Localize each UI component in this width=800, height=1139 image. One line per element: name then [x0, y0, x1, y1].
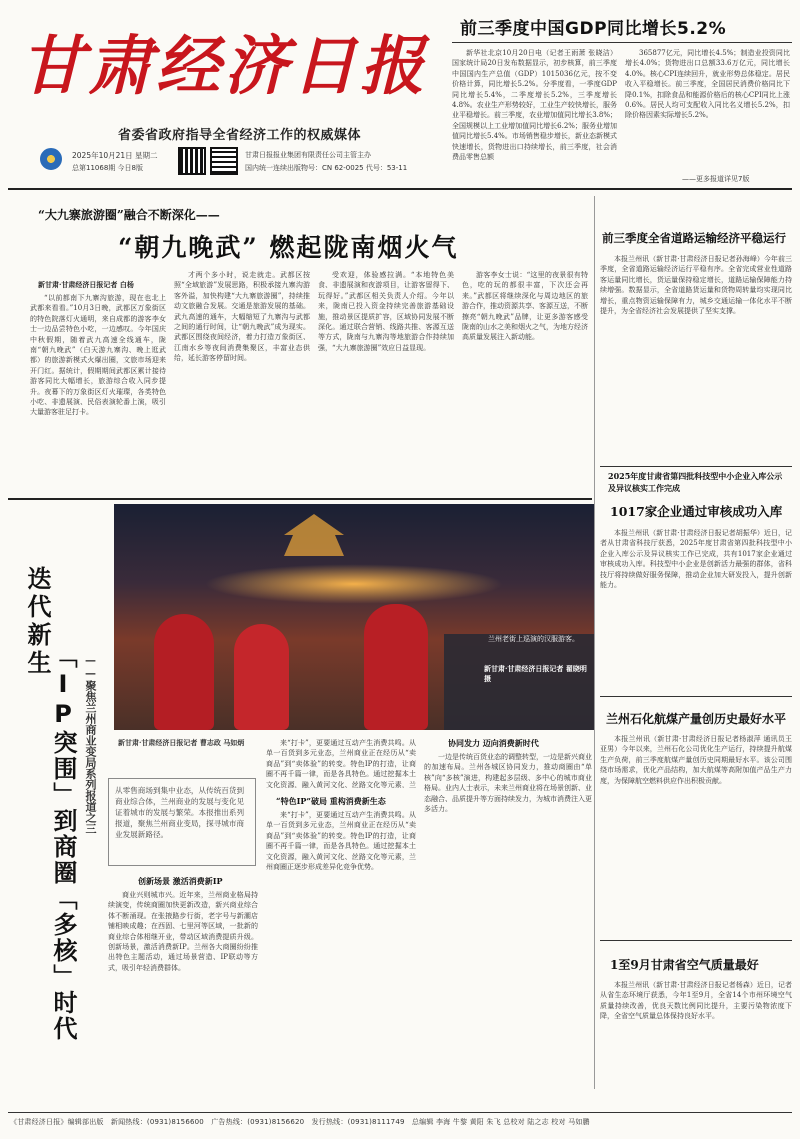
footer-rule	[8, 1112, 792, 1113]
lead-col1: 新华社北京10月20日电（记者王雨萧 张晓洁）国家统计局20日发布数据显示，初步核算，前三季度中国国内生产总值（GDP）1015036亿元，按不变价格计算，同比增长5.2%。分季度看，一季度GDP同比增长5.4%，二季度增长5.2%，三季度增长4.8%。农业生产形势较好，工业生产较快增长，服务业平稳增长。前三季度，农业增加值同比增长3.8%；全国规模以上工业增加值同比增长6.2%；服务业增加值同比增长5.4%。市场销售稳步增长，新业态新模式快速增长，货物进出口持续增长，前三季度，社会消费品零售总额	[452, 49, 617, 162]
photo-caption: 兰州老街上巡演的汉服游客。	[488, 635, 579, 643]
article-2-title: 1017家企业通过审核成功入库	[610, 504, 783, 519]
distribution-hotline: 发行热线：(0931)8111749	[311, 1118, 405, 1126]
masthead	[0, 0, 440, 185]
footer-publisher: 《甘肃经济日报》编辑部出版	[10, 1118, 104, 1126]
article-3-title: 兰州石化航煤产量创历史最好水平	[606, 712, 787, 726]
issue-line: 总第11068期 今日8版	[72, 164, 143, 172]
feature-headline: “朝九晚武” 燃起陇南烟火气	[118, 233, 459, 262]
sub-heading-2: “特色IP”破局 重构消费新生态	[276, 796, 386, 806]
series-byline: 新甘肃·甘肃经济日报记者 曹志政 马如炳	[118, 738, 245, 747]
divider	[600, 696, 792, 697]
publisher: 甘肃日报报业集团有限责任公司主管主办	[245, 151, 371, 159]
masthead-rule	[8, 188, 792, 190]
lantern-glow	[204, 564, 504, 604]
article-2-body: 本报兰州讯（新甘肃·甘肃经济日报记者胡振华）近日，记者从甘肃省科技厅获悉，2025年度甘肃省第四批科技型中小企业入库公示及异议核实工作已完成，共有1017家企业通过审核成功入库。科技型中小企业是创新活力最强的群体，省科技厅将持续做好服务保障，推动企业加大研发投入，提升创新能力。	[600, 529, 792, 590]
feature-kicker: “大九寨旅游圈”融合不断深化——	[38, 208, 220, 222]
feature-col4: 游客李女士说：“这里的夜景很有特色，吃的玩的都很丰富，下次还会再来。”武都区将继续深化与周边地区的旅游合作，推动资源共享、客源互送，不断擦亮“朝九晚武”品牌，让更多游客感受陇南的山水之美和烟火之气，为地方经济高质量发展注入新动能。	[462, 271, 588, 342]
series-col2-top: 来“打卡”，更要通过互动产生消费共鸣。从单一百货到多元业态，兰州商业正在经历从“卖商品”到“卖体验”的转变。特色IP的打造，让商圈不再千篇一律，而是各具特色。通过挖掘本土文化资源，融入黄河文化、丝路文化等元素，兰	[266, 739, 416, 788]
right-column	[600, 196, 792, 1089]
logo-emblem-icon	[40, 148, 62, 170]
feature-col1: “以前都南下九寨沟旅游，现在也北上武都来看看。”10月3日晚，武都区万象街区的特色院落灯火通明，来自成都的游客李女士一边品尝特色小吃，一边感叹。今年国庆中秋假期，随着武九高速全线通车，陇南“朝九晚武”（白天游九寨沟、晚上逛武都）的旅游新模式火爆出圈，文旅市场迎来开门红。据统计，假期期间武都区累计接待游客同比大幅增长，旅游综合收入同步提升。夜幕下的万象街区灯火璀璨，各类特色小吃、非遗展演、民俗表演轮番上演，吸引大量游客驻足打卡。	[30, 294, 166, 417]
series-col1: 商业兴则城市兴。近年来，兰州商业格局持续演变，传统商圈加快更新改造，新兴商业综合体不断涌现。在张掖路步行街，老字号与新潮店铺相映成趣；在西固、七里河等区域，一批新的商业综合体相继开业，带动区域消费提质升级。创新场景，激活消费新IP。兰州各大商圈纷纷推出特色主题活动，通过场景营造、IP联动等方式，吸引年轻消费群体。	[108, 891, 258, 972]
date-line: 2025年10月21日 星期二	[72, 151, 158, 160]
performer-figure	[154, 614, 214, 730]
news-hotline: 新闻热线：(0931)8156600	[110, 1118, 204, 1126]
article-3-body: 本报兰州讯（新甘肃·甘肃经济日报记者杨淑萍 通讯员王亚男）今年以来，兰州石化公司优化生产运行，持续提升航煤生产负荷，前三季度航煤产量创历史同期最好水平。该公司围绕市场需求，优化产品结构，加大航煤等高附加值产品生产力度，为保障航空燃料供应作出积极贡献。	[600, 735, 792, 785]
series-subtitle: ——聚焦兰州商业变局系列报道之三	[84, 654, 97, 834]
editor-note: 从零售商场到集中业态，从传统百货到商业综合体，兰州商业的发展与变化见证着城市的发展与繁荣。本报推出系列报道，聚焦兰州商业变局，探寻城市商业发展新路径。	[108, 778, 256, 866]
more-reports-link[interactable]: ——更多报道详见7版	[682, 175, 750, 183]
series-title-a: 迭代新生	[23, 566, 51, 678]
series-col2: 来“打卡”，更要通过互动产生消费共鸣。从单一百货到多元业态，兰州商业正在经历从“卖商品”到“卖体验”的转变。特色IP的打造，让商圈不再千篇一律，而是各具特色。通过挖掘本土文化资源，融入黄河文化、丝路文化等元素，兰州商圈正逐步形成差异化竞争优势。	[266, 811, 416, 872]
lead-news	[452, 14, 792, 189]
feature-article	[8, 196, 588, 496]
qr-code-icon-2	[210, 147, 238, 175]
footer	[10, 1117, 790, 1131]
article-1-title: 前三季度全省道路运输经济平稳运行	[602, 231, 786, 245]
feature-byline: 新甘肃·甘肃经济日报记者 白杨	[38, 280, 134, 289]
section-rule	[8, 498, 592, 500]
performer-figure	[234, 624, 289, 730]
divider	[452, 42, 792, 43]
photo-credit: 新甘肃·甘肃经济日报记者 翟晓明 摄	[484, 664, 587, 683]
feature-col2: 才两个多小时，说走就走。武都区按照“全域旅游”发展思路，积极承接九寨沟游客外溢，加快构建“大九寨旅游圈”，持续推动文旅融合发展。交通是旅游发展的基础。武九高速的通车，大幅缩短了九寨沟与武都之间的通行时间，让“朝九晚武”成为现实。武都区围绕夜间经济，着力打造万象街区、江南水乡等夜间消费集聚区，丰富业态供给，延长游客停留时间。	[174, 271, 310, 363]
arrow-icon: ——	[682, 175, 696, 183]
series-article	[8, 504, 592, 1089]
series-col3: 一边是传统百货业态的调整转型，一边是新兴商业的加速布局。兰州各城区协同发力，推动商圈由“单核”向“多核”演进，构建起多层级、多中心的城市商业格局。业内人士表示，未来兰州商业将在场景创新、业态融合、品质提升等方面持续发力，为城市消费注入更多活力。	[424, 753, 592, 814]
masthead-title: 甘肃经济日报	[20, 29, 428, 104]
divider	[600, 940, 792, 941]
feature-col3: 受欢迎，体验感拉满。“本地特色美食、非遗展演和夜游项目，让游客留得下、玩得好。”武都区相关负责人介绍。今年以来，陇南已投入资金持续完善旅游基础设施，推动景区提质扩容，区域协同发展不断深化。通过联合营销、线路共推、客源互送等方式，陇南与九寨沟等地旅游合作持续加强，“大九寨旅游圈”效应日益显现。	[318, 271, 454, 352]
street-photo	[114, 504, 594, 730]
article-4-body: 本报兰州讯（新甘肃·甘肃经济日报记者杨森）近日，记者从省生态环境厅获悉，今年1至9月，全省14个市州环境空气质量持续改善，优良天数比例同比提升，主要污染物浓度下降，全省空气质量总体保持良好水平。	[600, 981, 792, 1021]
divider	[600, 466, 792, 467]
sub-heading-3: 协同发力 迈向消费新时代	[448, 738, 539, 748]
column-divider	[594, 196, 595, 1089]
slogan: 省委省政府指导全省经济工作的权威媒体	[118, 128, 362, 143]
sub-heading-1: 创新场景 激活消费新IP	[138, 876, 223, 886]
article-1-body: 本报兰州讯（新甘肃·甘肃经济日报记者孙海峰）今年前三季度，全省道路运输经济运行平稳有序。全省完成营业性道路客运量同比增长，货运量保持稳定增长，道路运输保障能力持续增强。数据显示，全省道路货运量和货物周转量均实现同比增长，重点物资运输保障有力，城乡交通运输一体化水平不断提升，为全省经济社会发展提供了坚实支撑。	[600, 255, 792, 316]
series-title-b: 「IP突围」到商圈「多核」时代	[49, 644, 77, 1042]
performer-figure	[364, 604, 428, 730]
issn-codes: 国内统一连续出版物号：CN 62-0025 代号：53-11	[245, 164, 408, 172]
editorial-credits: 总编辑 李海 牛黎 黄阳 朱飞 总校对 陆之志 校对 马如鹏	[411, 1118, 590, 1126]
lead-headline: 前三季度中国GDP同比增长5.2%	[460, 19, 727, 39]
article-2-kicker: 2025年度甘肃省第四批科技型中小企业入库公示及异议核实工作完成	[608, 471, 783, 493]
qr-code-icon	[178, 147, 206, 175]
ad-hotline: 广告热线：(0931)8156620	[211, 1118, 305, 1126]
article-4-title: 1至9月甘肃省空气质量最好	[610, 958, 759, 972]
lead-col2: 365877亿元，同比增长4.5%；制造业投资同比增长4.0%；货物进出口总额33.6万亿元，同比增长4.0%。核心CPI连续回升，就业形势总体稳定。居民收入平稳增长。前三季度，全国居民消费价格同比下降0.1%，扣除食品和能源价格后的核心CPI同比上涨0.6%。居民人均可支配收入同比名义增长5.2%，扣除价格因素实际增长5.2%。	[625, 49, 790, 120]
